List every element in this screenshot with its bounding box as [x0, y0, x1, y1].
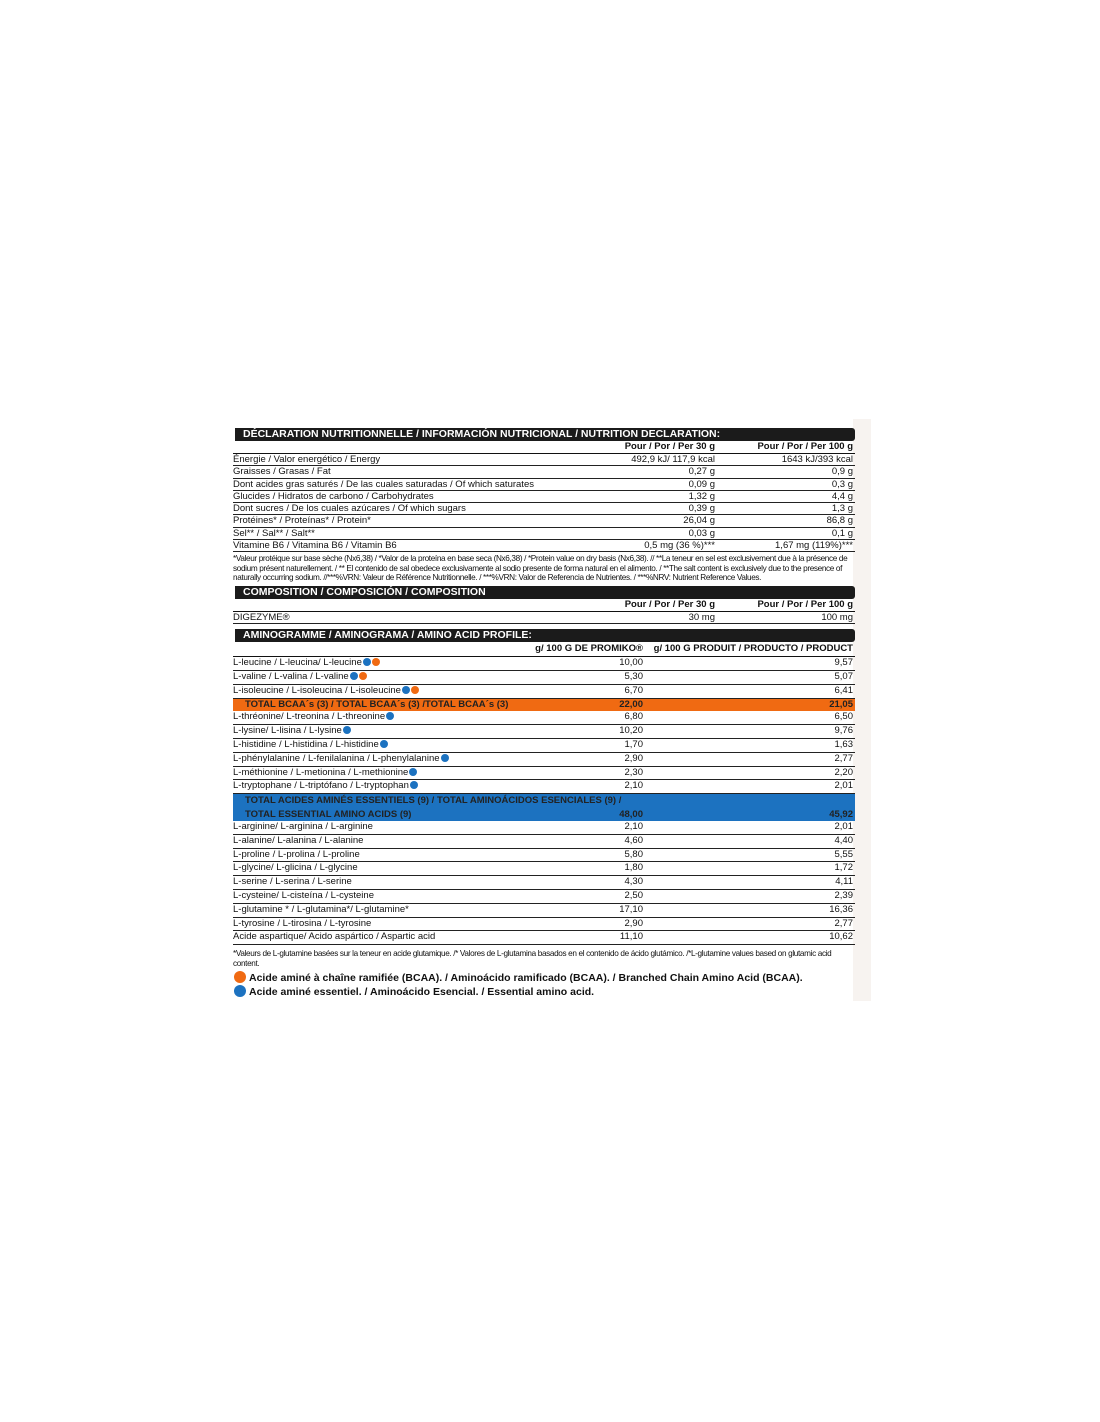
amino-acid-cell — [233, 685, 535, 698]
table-row — [233, 657, 855, 671]
essential-total-promiko: 48,00 — [619, 808, 643, 820]
blue-dot-icon — [363, 658, 371, 666]
table-row — [233, 466, 855, 478]
amino-acid-cell — [233, 780, 535, 793]
value-per-100g-promiko: 6,80 — [624, 711, 643, 723]
blue-dot-icon — [350, 672, 358, 680]
blue-dot-icon — [380, 740, 388, 748]
value-per-100g-promiko: 2,90 — [624, 917, 643, 929]
orange-dot-icon — [372, 658, 380, 666]
table-row — [233, 890, 855, 904]
value-per-100g-product: 9,57 — [834, 657, 853, 669]
blue-dot-icon — [441, 754, 449, 762]
amino-acid-cell — [233, 862, 535, 875]
table-row — [233, 821, 855, 835]
nutrition-subheader — [233, 441, 855, 454]
table-row — [233, 753, 855, 767]
bcaa-total-row — [233, 699, 855, 712]
amino-acid-cell — [233, 711, 535, 724]
value-per-100g-promiko: 1,80 — [624, 862, 643, 874]
table-row — [233, 725, 855, 739]
legend-essential — [233, 985, 855, 999]
value-per-100g-product: 5,55 — [834, 848, 853, 860]
blue-dot-icon — [234, 985, 246, 997]
composition-table-body — [233, 612, 855, 624]
amino-acid-cell — [233, 657, 535, 670]
table-row — [233, 515, 855, 527]
amino-acid-cell — [233, 739, 535, 752]
nutrition-footnote: *Valeur protéique sur base sèche (Nx6,38) / *Valor de la proteína en base seca (Nx6,38) / *Protein value on dry basis (Nx6,38). // **La teneur en sel est exclusivement due à la présence de sodium présent naturellement. / ** El contenido de sal obedece exclusivamente al sodio presente de forma natural en el alimento. / **The salt content is exclusively due to the presence of naturally occurring sodium. //***%VRN: Valeur de Référence Nutritionnelle. / ***%VRN: Valor de Referencia de Nutrientes. / ***%NRV: Nutrient Reference Values. — [233, 554, 848, 583]
amino-acid-cell — [233, 918, 535, 931]
page-edge-shading — [853, 419, 871, 1001]
value-per-100g: 100 mg — [821, 611, 853, 623]
value-per-100g-promiko: 6,70 — [624, 684, 643, 696]
value-per-30g: 0,5 mg (36 %)*** — [644, 540, 715, 552]
amino-subheader — [233, 642, 855, 657]
amino-acid-cell — [233, 890, 535, 903]
value-per-100g-promiko: 5,80 — [624, 848, 643, 860]
nutrition-col-100g: Pour / Por / Per 100 g — [757, 441, 853, 452]
nutrient-name: Glucides / Hidratos de carbono / Carbohydrates — [233, 490, 434, 502]
bcaa-total-promiko: 22,00 — [619, 698, 643, 710]
essential-total-row — [233, 794, 855, 821]
amino-acid-cell — [233, 671, 535, 684]
amino-acid-name: L-serine / L-serina / L-serine — [233, 876, 352, 888]
value-per-100g-product: 2,39 — [834, 889, 853, 901]
value-per-100g-promiko: 2,30 — [624, 766, 643, 778]
value-per-100g-promiko: 10,00 — [619, 657, 643, 669]
orange-dot-icon — [411, 686, 419, 694]
amino-acid-name: L-méthionine / L-metionina / L-methionine — [233, 766, 409, 778]
value-per-100g: 0,3 g — [831, 478, 853, 490]
nutrient-name: Graisses / Grasas / Fat — [233, 466, 331, 478]
nutrient-name: Vitamine B6 / Vitamina B6 / Vitamin B6 — [233, 540, 397, 552]
table-row — [233, 491, 855, 503]
table-row — [233, 739, 855, 753]
amino-acid-name: L-histidine / L-histidina / L-histidine — [233, 738, 379, 750]
composition-subheader — [233, 599, 855, 612]
table-row — [233, 862, 855, 876]
table-row — [233, 876, 855, 890]
value-per-30g: 0,03 g — [688, 527, 715, 539]
essential-total-label-line1: TOTAL ACIDES AMINÉS ESSENTIELS (9) / TOTAL AMINOÁCIDOS ESENCIALES (9) / — [245, 795, 622, 807]
composition-col-100g: Pour / Por / Per 100 g — [757, 598, 853, 610]
amino-acid-cell — [233, 835, 535, 848]
value-per-100g-product: 1,72 — [834, 862, 853, 874]
amino-acid-name: L-phénylalanine / L-fenilalanina / L-phenylalanine — [233, 752, 440, 764]
table-row — [233, 540, 855, 552]
value-per-100g-promiko: 4,30 — [624, 876, 643, 888]
table-row — [233, 767, 855, 781]
value-per-100g-promiko: 5,30 — [624, 670, 643, 682]
value-per-100g-product: 10,62 — [829, 931, 853, 943]
value-per-100g-promiko: 1,70 — [624, 738, 643, 750]
value-per-100g-promiko: 2,10 — [624, 820, 643, 832]
value-per-100g-product: 2,20 — [834, 766, 853, 778]
value-per-100g-promiko: 2,10 — [624, 780, 643, 792]
blue-dot-icon — [409, 768, 417, 776]
amino-footnote: *Valeurs de L-glutamine basées sur la teneur en acide glutamique. /* Valores de L-glutamina basados en el contenido de ácido glutámico. /*L-glutamine values based on glutamic acid content. — [233, 949, 832, 968]
value-per-100g-promiko: 2,50 — [624, 889, 643, 901]
amino-acid-name: L-alanine/ L-alanina / L-alanine — [233, 834, 364, 846]
amino-acid-cell — [233, 904, 535, 917]
amino-acid-name: L-lysine/ L-lisina / L-lysine — [233, 725, 342, 737]
value-per-100g: 86,8 g — [826, 515, 853, 527]
value-per-30g: 0,09 g — [688, 478, 715, 490]
legend-bcaa — [233, 971, 855, 985]
value-per-100g-product: 4,11 — [835, 876, 853, 888]
value-per-100g: 1,67 mg (119%)*** — [775, 540, 853, 552]
essential-total-line2 — [233, 808, 855, 821]
value-per-100g-product: 16,36 — [829, 903, 853, 915]
amino-acid-name: L-isoleucine / L-isoleucina / L-isoleucine — [233, 684, 401, 696]
table-row — [233, 711, 855, 725]
blue-dot-icon — [410, 781, 418, 789]
amino-acid-name: L-glycine/ L-glicina / L-glycine — [233, 862, 358, 874]
value-per-100g-product: 6,50 — [834, 711, 853, 723]
bcaa-total-product: 21,05 — [829, 698, 853, 710]
table-row — [233, 685, 855, 699]
amino-acid-cell — [233, 876, 535, 889]
ingredient-name: DIGEZYME® — [233, 611, 290, 623]
amino-acid-name: L-arginine/ L-arginina / L-arginine — [233, 820, 373, 832]
value-per-30g: 30 mg — [688, 611, 715, 623]
composition-col-30g: Pour / Por / Per 30 g — [624, 598, 715, 610]
table-row — [233, 849, 855, 863]
bcaa-total-label: TOTAL BCAA´s (3) / TOTAL BCAA´s (3) /TOTAL BCAA´s (3) — [245, 698, 509, 710]
nutrient-name: Dont sucres / De los cuales azúcares / Of which sugars — [233, 503, 466, 515]
orange-dot-icon — [359, 672, 367, 680]
amino-acid-cell — [233, 849, 535, 862]
value-per-100g-product: 2,77 — [834, 917, 853, 929]
value-per-100g-product: 2,77 — [834, 752, 853, 764]
nutrient-name: Énergie / Valor energético / Energy — [233, 454, 381, 465]
nutrient-name: Dont acides gras saturés / De las cuales saturadas / Of which saturates — [233, 478, 534, 490]
blue-dot-icon — [386, 712, 394, 720]
value-per-30g: 26,04 g — [683, 515, 715, 527]
amino-acid-cell — [233, 725, 535, 738]
amino-acid-cell — [233, 821, 535, 834]
value-per-100g-product: 2,01 — [834, 820, 853, 832]
composition-header: COMPOSITION / COMPOSICIÓN / COMPOSITION — [235, 586, 855, 599]
value-per-30g: 0,39 g — [688, 503, 715, 515]
value-per-100g: 1,3 g — [831, 503, 853, 515]
value-per-30g: 0,27 g — [688, 466, 715, 478]
amino-acid-cell — [233, 767, 535, 780]
value-per-100g-product: 5,07 — [834, 670, 853, 682]
amino-acid-name: L-proline / L-prolina / L-proline — [233, 848, 360, 860]
table-row — [233, 454, 855, 466]
value-per-100g: 0,9 g — [831, 466, 853, 478]
amino-acid-name: L-cysteine/ L-cisteína / L-cysteine — [233, 889, 374, 901]
blue-dot-icon — [343, 726, 351, 734]
amino-col-promiko: g/ 100 G DE PROMIKO® — [535, 643, 643, 655]
table-row — [233, 835, 855, 849]
amino-acid-name: L-tryptophane / L-triptófano / L-tryptophan — [233, 780, 409, 792]
table-row — [233, 479, 855, 491]
table-row — [233, 612, 855, 624]
legend-bcaa-text: Acide aminé à chaîne ramifiée (BCAA). / Aminoácido ramificado (BCAA). / Branched Chain Amino Acid (BCAA). — [249, 972, 803, 985]
value-per-100g: 0,1 g — [831, 527, 853, 539]
essential-total-label-line2: TOTAL ESSENTIAL AMINO ACIDS (9) — [245, 808, 412, 820]
amino-table-body — [233, 657, 855, 945]
value-per-100g-promiko: 2,90 — [624, 752, 643, 764]
value-per-100g: 1643 kJ/393 kcal — [781, 454, 853, 465]
nutrition-table-body — [233, 454, 855, 552]
table-row — [233, 931, 855, 945]
amino-col-product: g/ 100 G PRODUIT / PRODUCTO / PRODUCT — [653, 643, 853, 655]
essential-total-product: 45,92 — [829, 808, 853, 820]
orange-dot-icon — [234, 971, 246, 983]
table-row — [233, 904, 855, 918]
value-per-100g-product: 4,40 — [834, 834, 853, 846]
blue-dot-icon — [402, 686, 410, 694]
amino-acid-name: L-glutamine * / L-glutamina*/ L-glutamine* — [233, 903, 409, 915]
amino-acid-name: L-leucine / L-leucina/ L-leucine — [233, 657, 362, 669]
value-per-100g-promiko: 11,10 — [619, 931, 643, 943]
nutrient-name: Protéines* / Proteínas* / Protein* — [233, 515, 371, 527]
nutrition-label-panel — [233, 428, 855, 999]
value-per-100g-promiko: 4,60 — [624, 834, 643, 846]
legend-essential-text: Acide aminé essentiel. / Aminoácido Esencial. / Essential amino acid. — [249, 986, 595, 999]
value-per-100g-product: 6,41 — [834, 684, 853, 696]
value-per-100g-promiko: 17,10 — [619, 903, 643, 915]
value-per-100g-product: 2,01 — [834, 780, 853, 792]
value-per-100g-product: 9,76 — [834, 725, 853, 737]
nutrient-name: Sel** / Sal** / Salt** — [233, 527, 315, 539]
value-per-100g-promiko: 10,20 — [619, 725, 643, 737]
value-per-100g-product: 1,63 — [834, 738, 853, 750]
value-per-30g: 1,32 g — [688, 490, 715, 502]
amino-acid-name: L-valine / L-valina / L-valine — [233, 670, 349, 682]
table-row — [233, 528, 855, 540]
amino-acid-name: L-tyrosine / L-tirosina / L-tyrosine — [233, 917, 372, 929]
nutrition-col-30g: Pour / Por / Per 30 g — [624, 441, 715, 452]
amino-acid-name: Acide aspartique/ Acido aspártico / Aspartic acid — [233, 931, 436, 943]
table-row — [233, 503, 855, 515]
value-per-30g: 492,9 kJ/ 117,9 kcal — [631, 454, 715, 465]
value-per-100g: 4,4 g — [831, 490, 853, 502]
table-row — [233, 671, 855, 685]
amino-acid-cell — [233, 931, 535, 944]
table-row — [233, 918, 855, 932]
amino-acid-name: L-thréonine/ L-treonina / L-threonine — [233, 711, 386, 723]
table-row — [233, 780, 855, 794]
nutrition-header: DÉCLARATION NUTRITIONNELLE / INFORMACIÓN NUTRICIONAL / NUTRITION DECLARATION: — [235, 428, 855, 441]
amino-acid-cell — [233, 753, 535, 766]
amino-header: AMINOGRAMME / AMINOGRAMA / AMINO ACID PROFILE: — [235, 629, 855, 642]
